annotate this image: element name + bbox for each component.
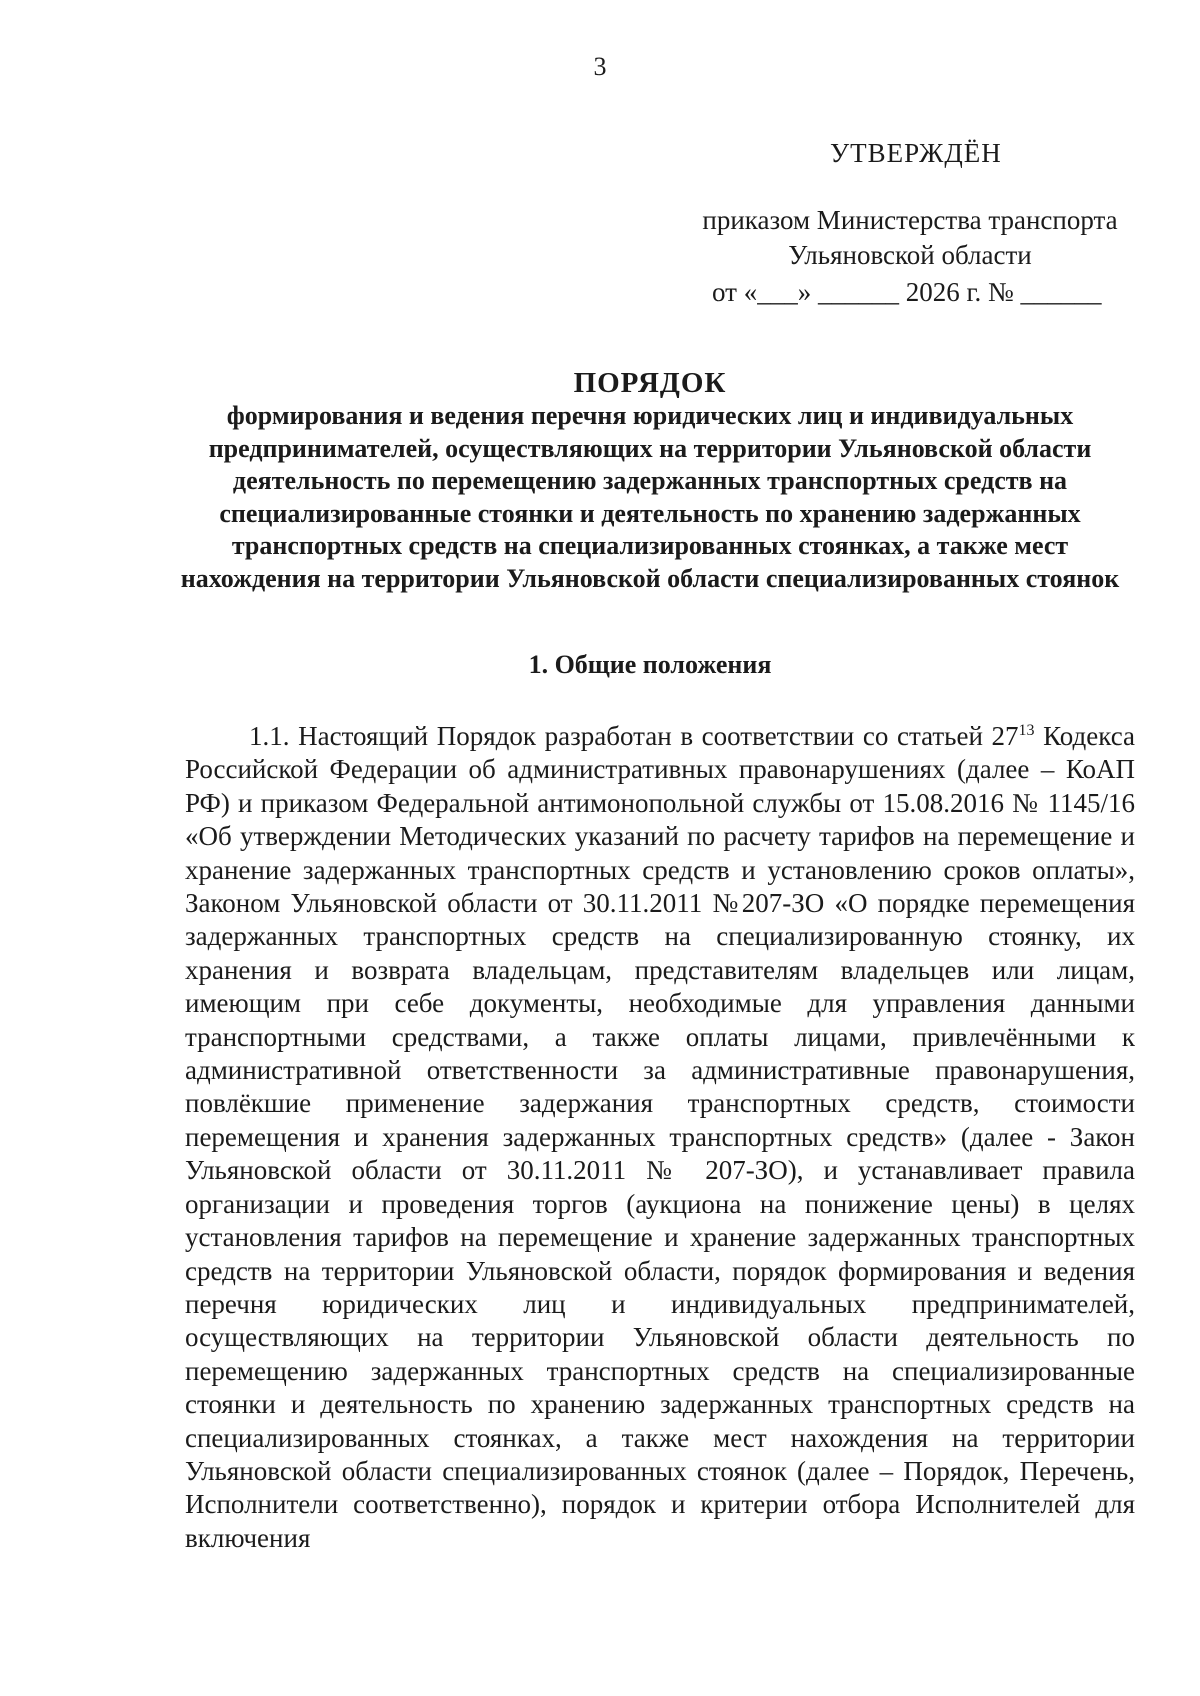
paragraph-body: Кодекса Российской Федерации об административных правонарушениях (далее – КоАП РФ) и приказом Федеральной антимонопольной службы от 15.08.2016 № 1145/16 «Об утверждении Методических указаний по расчету тарифов на перемещение и хранение задержанных транспортных средств и установлению сроков оплаты», Законом Ульяновской области от 30.11.2011 №207-ЗО «О порядке перемещения задержанных транспортных средств на специализированную стоянку, их хранения и возврата владельцам, представителям владельцев или лицам, имеющим при себе документы, необходимые для управления данными транспортными средствами, а также оплаты лицами, привлечёнными к административной ответственности за административные правонарушения, повлёкшие применение задержания транспортных средств, стоимости перемещения и хранения задержанных транспортных средств» (далее - Закон Ульяновской области от 30.11.2011 № 207-ЗО), и устанавливает правила организации и проведения торгов (аукциона на понижение цены) в целях установления тарифов на перемещение и хранение задержанных транспортных средств на территории Ульяновской области, порядок формирования и ведения перечня юридических лиц и индивидуальных предпринимателей, осуществляющих на территории Ульяновской области деятельность по перемещению задержанных транспортных средств на специализированные стоянки и деятельность по хранению задержанных транспортных средств на специализированных стоянках, а также мест нахождения на территории Ульяновской области специализированных стоянок (далее – Порядок, Перечень, Исполнители соответственно), порядок и критерии отбора Исполнителей для включения (185, 721, 1135, 1553)
order-line-2: Ульяновской области (788, 240, 1032, 270)
article-superscript: 13 (1018, 722, 1035, 739)
document-title: ПОРЯДОК (573, 367, 727, 399)
section-heading: 1. Общие положения (528, 650, 772, 679)
paragraph-1-1 (185, 720, 1135, 1555)
approved-label: УТВЕРЖДЁН (830, 138, 1002, 168)
paragraph-lead: 1.1. Настоящий Порядок разработан в соответствии со статьей 27 (249, 721, 1019, 751)
page-number: 3 (593, 52, 607, 81)
approval-order-reference (680, 203, 1140, 273)
order-date-line: от «___» ______ 2026 г. № ______ (712, 277, 1102, 307)
order-line-1: приказом Министерства транспорта (702, 205, 1118, 235)
document-subtitle: формирования и ведения перечня юридических лиц и индивидуальных предпринимателей, осуществляющих на территории Ульяновской области деятельность по перемещению задержанных транспортных средств на специализированные стоянки и деятельность по хранению задержанных транспортных средств на специализированных стоянках, а также мест нахождения на территории Ульяновской области специализированных стоянок (180, 401, 1120, 593)
